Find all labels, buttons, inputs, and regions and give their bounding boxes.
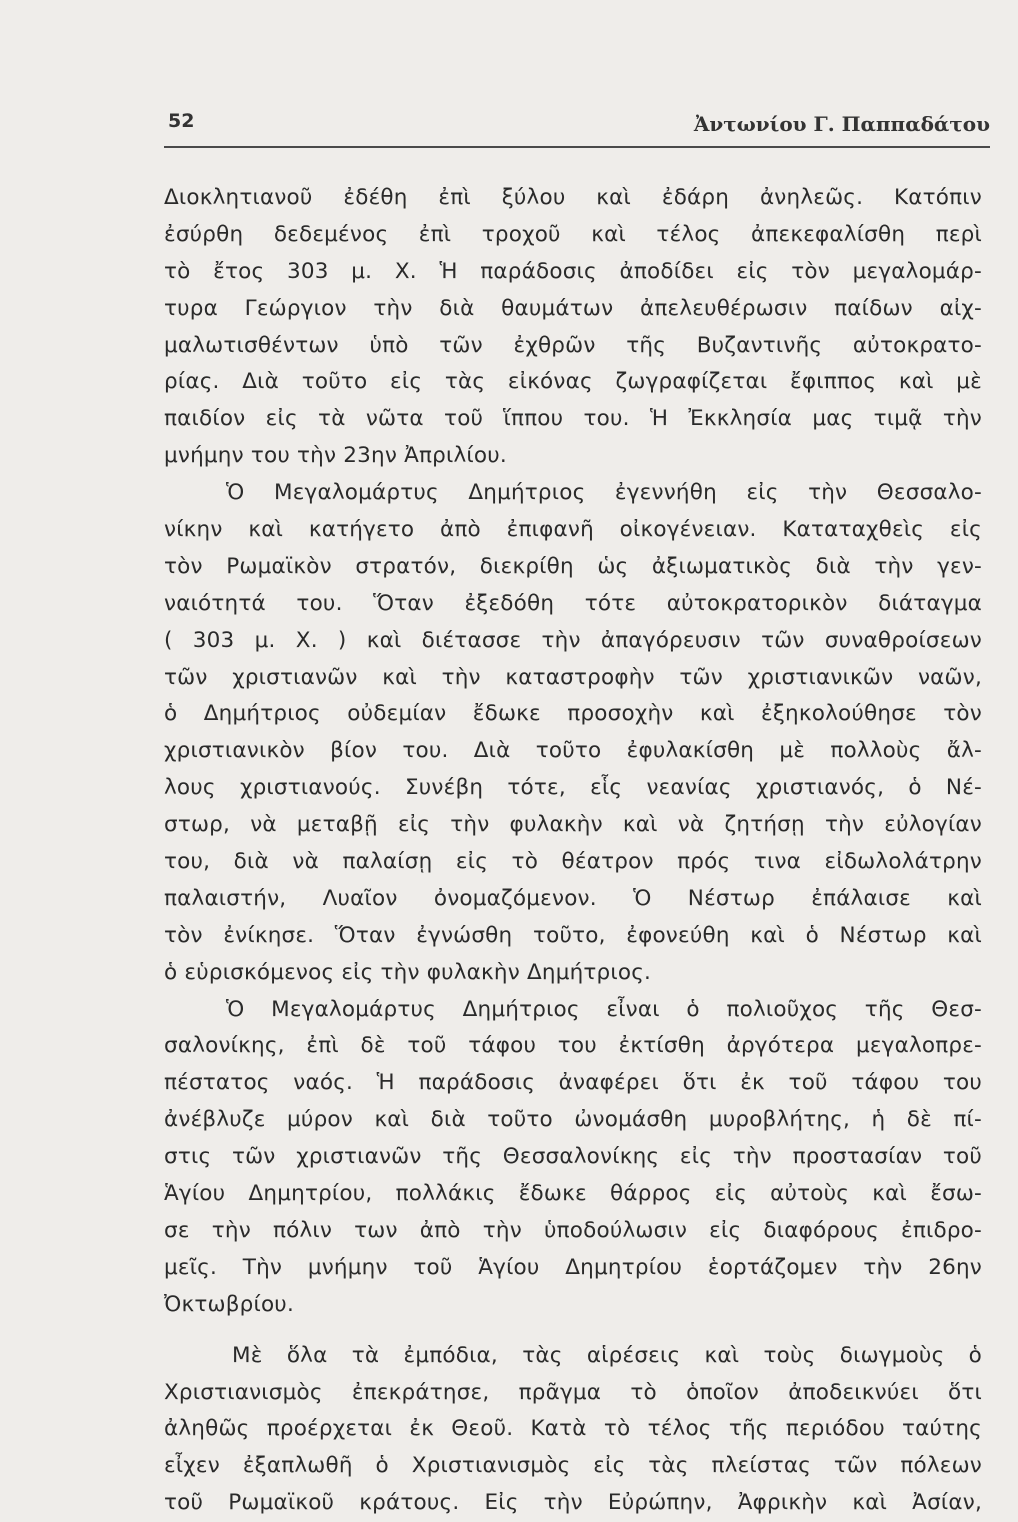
- paragraph-4: [164, 1338, 982, 1522]
- text-line: ρίας. Διὰ τοῦτο εἰς τὰς εἰκόνας ζωγραφίζεται ἔφιππος καὶ μὲ: [164, 369, 982, 395]
- body-text: [164, 180, 982, 1522]
- text-line: τὸν ἐνίκησε. Ὅταν ἐγνώσθη τοῦτο, ἐφονεύθη καὶ ὁ Νέστωρ καὶ: [164, 922, 982, 948]
- text-line: χριστιανικὸν βίον του. Διὰ τοῦτο ἐφυλακίσθη μὲ πολλοὺς ἄλ-: [164, 738, 982, 764]
- text-line: τῶν χριστιανῶν καὶ τὴν καταστροφὴν τῶν χριστιανικῶν ναῶν,: [164, 664, 982, 690]
- text-line: μαλωτισθέντων ὑπὸ τῶν ἐχθρῶν τῆς Βυζαντινῆς αὐτοκρατο-: [164, 332, 982, 358]
- text-line: ἐσύρθη δεδεμένος ἐπὶ τροχοῦ καὶ τέλος ἀπεκεφαλίσθη περὶ: [164, 221, 982, 247]
- text-line: τοῦ Ρωμαϊκοῦ κράτους. Εἰς τὴν Εὐρώπην, Ἀφρικὴν καὶ Ἀσίαν,: [164, 1490, 982, 1516]
- text-line: παιδίον εἰς τὰ νῶτα τοῦ ἵππου του. Ἡ Ἐκκλησία μας τιμᾷ τὴν: [164, 406, 982, 432]
- text-line: Ὀκτωβρίου.: [164, 1291, 294, 1317]
- text-line: τὸν Ρωμαϊκὸν στρατόν, διεκρίθη ὡς ἀξιωματικὸς διὰ τὴν γεν-: [164, 553, 982, 579]
- running-head: Ἀντωνίου Γ. Παππαδάτου: [693, 112, 990, 136]
- text-line: μνήμην του τὴν 23ην Ἀπριλίου.: [164, 443, 507, 469]
- paragraph-1: [164, 180, 982, 475]
- text-line: εἶχεν ἐξαπλωθῆ ὁ Χριστιανισμὸς εἰς τὰς πλείστας τῶν πόλεων: [164, 1453, 982, 1479]
- text-line: σαλονίκης, ἐπὶ δὲ τοῦ τάφου του ἐκτίσθη ἀργότερα μεγαλοπρε-: [164, 1033, 982, 1059]
- text-line: νίκην καὶ κατήγετο ἀπὸ ἐπιφανῆ οἰκογένειαν. Καταταχθεὶς εἰς: [164, 517, 982, 543]
- text-line: Μὲ ὅλα τὰ ἐμπόδια, τὰς αἱρέσεις καὶ τοὺς διωγμοὺς ὁ: [232, 1342, 982, 1368]
- page-number: 52: [168, 110, 195, 132]
- text-line: τὸ ἔτος 303 μ. Χ. Ἡ παράδοσις ἀποδίδει εἰς τὸν μεγαλομάρ-: [164, 258, 982, 284]
- paragraph-2: [164, 475, 982, 991]
- text-line: Διοκλητιανοῦ ἐδέθη ἐπὶ ξύλου καὶ ἐδάρη ἀνηλεῶς. Κατόπιν: [164, 185, 982, 210]
- text-line: παλαιστήν, Λυαῖον ὀνομαζόμενον. Ὁ Νέστωρ ἐπάλαισε καὶ: [164, 885, 982, 911]
- text-line: ( 303 μ. Χ. ) καὶ διέτασσε τὴν ἀπαγόρευσιν τῶν συναθροίσεων: [164, 627, 982, 653]
- text-line: στις τῶν χριστιανῶν τῆς Θεσσαλονίκης εἰς τὴν προστασίαν τοῦ: [164, 1144, 982, 1170]
- text-line: ἀληθῶς προέρχεται ἐκ Θεοῦ. Κατὰ τὸ τέλος τῆς περιόδου ταύτης: [164, 1416, 982, 1442]
- text-line: Ὁ Μεγαλομάρτυς Δημήτριος εἶναι ὁ πολιοῦχος τῆς Θεσ-: [226, 996, 982, 1022]
- text-line: πέστατος ναός. Ἡ παράδοσις ἀναφέρει ὅτι ἐκ τοῦ τάφου του: [164, 1070, 982, 1096]
- text-line: τυρα Γεώργιον τὴν διὰ θαυμάτων ἀπελευθέρωσιν παίδων αἰχ-: [164, 295, 982, 321]
- text-line: ὁ εὑρισκόμενος εἰς τὴν φυλακὴν Δημήτριος.: [164, 959, 652, 985]
- page-header: [164, 100, 990, 148]
- text-line: ὁ Δημήτριος οὐδεμίαν ἔδωκε προσοχὴν καὶ ἐξηκολούθησε τὸν: [164, 701, 982, 727]
- paragraph-3: [164, 992, 982, 1324]
- text-line: του, διὰ νὰ παλαίσῃ εἰς τὸ θέατρον πρός τινα εἰδωλολάτρην: [164, 849, 982, 875]
- text-line: μεῖς. Τὴν μνήμην τοῦ Ἁγίου Δημητρίου ἑορτάζομεν τὴν 26ην: [164, 1254, 982, 1280]
- paragraph-gap: [164, 1324, 982, 1338]
- text-line: στωρ, νὰ μεταβῇ εἰς τὴν φυλακὴν καὶ νὰ ζητήσῃ τὴν εὐλογίαν: [164, 812, 982, 838]
- text-line: Ἁγίου Δημητρίου, πολλάκις ἔδωκε θάρρος εἰς αὐτοὺς καὶ ἔσω-: [164, 1181, 982, 1207]
- text-line: λους χριστιανούς. Συνέβη τότε, εἷς νεανίας χριστιανός, ὁ Νέ-: [164, 775, 982, 801]
- text-line: ναιότητά του. Ὅταν ἐξεδόθη τότε αὐτοκρατορικὸν διάταγμα: [164, 590, 982, 616]
- text-line: Ὁ Μεγαλομάρτυς Δημήτριος ἐγεννήθη εἰς τὴν Θεσσαλο-: [226, 480, 982, 506]
- text-line: ἀνέβλυζε μύρον καὶ διὰ τοῦτο ὠνομάσθη μυροβλήτης, ἡ δὲ πί-: [164, 1107, 982, 1133]
- text-line: Χριστιανισμὸς ἐπεκράτησε, πρᾶγμα τὸ ὁποῖον ἀποδεικνύει ὅτι: [164, 1379, 982, 1405]
- text-line: σε τὴν πόλιν των ἀπὸ τὴν ὑποδούλωσιν εἰς διαφόρους ἐπιδρο-: [164, 1217, 982, 1243]
